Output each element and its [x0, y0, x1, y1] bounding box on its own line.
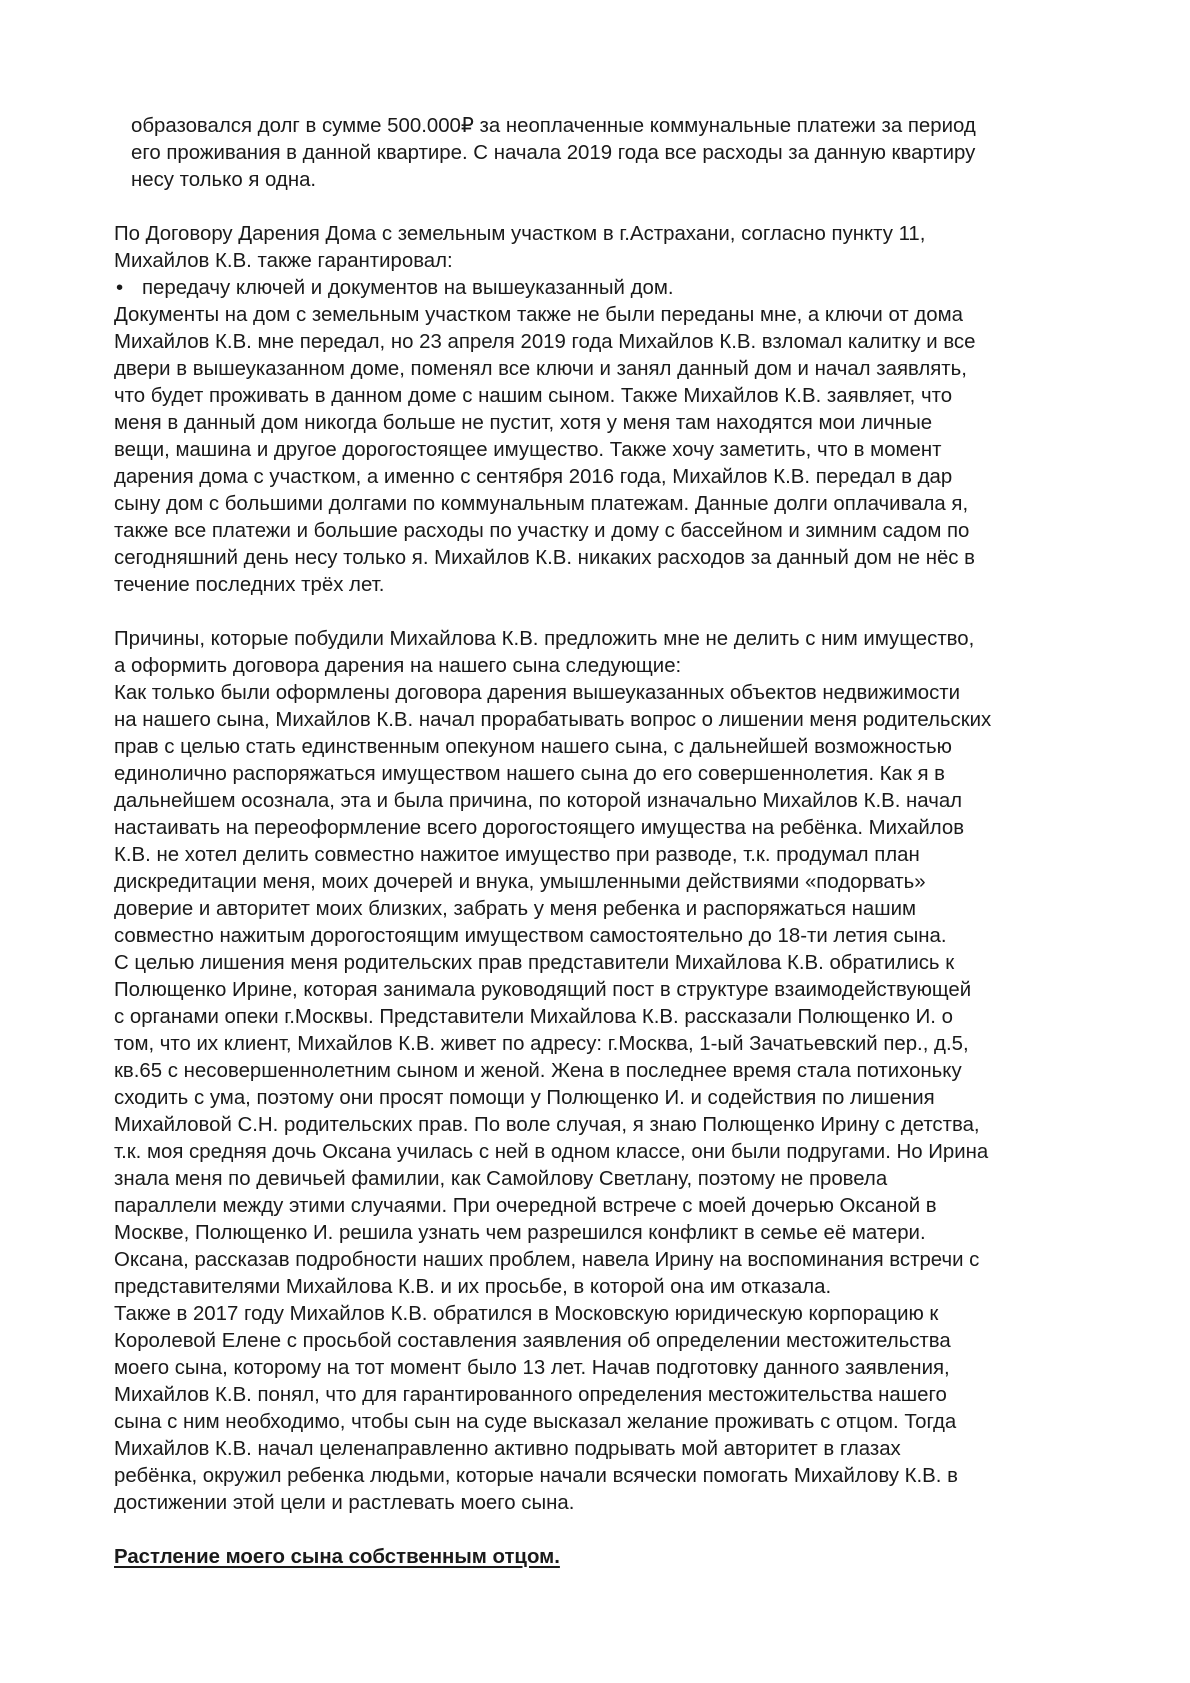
house-details-paragraph: Документы на дом с земельным участком также не были переданы мне, а ключи от дома Михайлов К.В. мне передал, но 23 апреля 2019 года Михайлов К.В. взломал калитку и все двери в вышеуказанном доме, поменял все ключи и занял данный дом и начал заявлять, что будет проживать в данном доме с нашим сыном. Также Михайлов К.В. заявляет, что меня в данный дом никогда больше не пустит, хотя у меня там находятся мои личные вещи, машина и другое дорогостоящее имущество. Также хочу заметить, что в момент дарения дома с участком, а именно с сентября 2016 года, Михайлов К.В. передал в дар сыну дом с большими долгами по коммунальным платежам. Данные долги оплачивала я, также все платежи и большие расходы по участку и дому с бассейном и зимним садом по сегодняшний день несу только я. Михайлов К.В. никаких расходов за данный дом не нёс в течение последних трёх лет. — [114, 304, 976, 596]
bullet-list-item — [114, 275, 1078, 302]
reasons-details-paragraph: Как только были оформлены договора дарения вышеуказанных объектов недвижимости на нашего сына, Михайлов К.В. начал прорабатывать вопрос о лишении меня родительских прав с целью стать единственным опекуном нашего сына, с дальнейшей возможностью единолично распоряжаться имуществом нашего сына до его совершеннолетия. Как я в дальнейшем осознала, эта и была причина, по которой изначально Михайлов К.В. начал настаивать на переоформление всего дорогостоящего имущества на ребёнка. Михайлов К.В. не хотел делить совместно нажитое имущество при разводе, т.к. продумал план дискредитации меня, моих дочерей и внука, умышленными действиями «подорвать» доверие и авторитет моих близких, забрать у меня ребенка и распоряжаться нашим совместно нажитым дорогостоящим имуществом самостоятельно до 18-ти летия сына. С целью лишения меня родительских прав представители Михайлова К.В. обратились к Полющенко Ирине, которая занимала руководящий пост в структуре взаимодействующей с органами опеки г.Москвы. Представители Михайлова К.В. рассказали Полющенко И. о том, что их клиент, Михайлов К.В. живет по адресу: г.Москва, 1-ый Зачатьевский пер., д.5, кв.65 с несовершеннолетним сыном и женой. Жена в последнее время стала потихоньку сходить с ума, поэтому они просят помощи у Полющенко И. и содействия по лишения Михайловой С.Н. родительских прав. По воле случая, я знаю Полющенко Ирину с детства, т.к. моя средняя дочь Оксана училась с ней в одном классе, они были подругами. Но Ирина знала меня по девичьей фамилии, как Самойлову Светлану, поэтому не провела параллели между этими случаями. При очередной встрече с моей дочерью Оксаной в Москве, Полющенко И. решила узнать чем разрешился конфликт в семье её матери. Оксана, рассказав подробности наших проблем, навела Ирину на воспоминания встречи с представителями Михайлова К.В. и их просьбе, в которой она им отказала. Также в 2017 году Михайлов К.В. обратился в Московскую юридическую корпорацию к Королевой Елене с просьбой составления заявления об определении местожительства моего сына, которому на тот момент было 13 лет. Начав подготовку данного заявления, Михайлов К.В. понял, что для гарантированного определения местожительства нашего сына с ним необходимо, чтобы сын на суде высказал желание проживать с отцом. Тогда Михайлов К.В. начал целенаправленно активно подрывать мой авторитет в глазах ребёнка, окружил ребенка людьми, которые начали всячески помогать Михайлову К.В. в достижении этой цели и растлевать моего сына. — [114, 682, 992, 1514]
bullet-icon: • — [116, 277, 124, 299]
reasons-intro-paragraph: Причины, которые побудили Михайлова К.В. предложить мне не делить с ним имущество, а оформить договора дарения на нашего сына следующие: — [114, 628, 975, 677]
debt-continuation-paragraph: образовался долг в сумме 500.000₽ за неоплаченные коммунальные платежи за период его проживания в данной квартире. С начала 2019 года все расходы за данную квартиру несу только я одна. — [131, 115, 976, 191]
document-body — [114, 113, 1078, 1571]
paragraph-spacer — [114, 1517, 1078, 1544]
paragraph-spacer — [114, 599, 1078, 626]
section-heading: Растление моего сына собственным отцом. — [114, 1546, 560, 1568]
house-gift-intro-paragraph: По Договору Дарения Дома с земельным участком в г.Астрахани, согласно пункту 11, Михайлов К.В. также гарантировал: — [114, 223, 926, 272]
bullet-item-text: передачу ключей и документов на вышеуказанный дом. — [142, 277, 674, 299]
paragraph-spacer — [114, 194, 1078, 221]
